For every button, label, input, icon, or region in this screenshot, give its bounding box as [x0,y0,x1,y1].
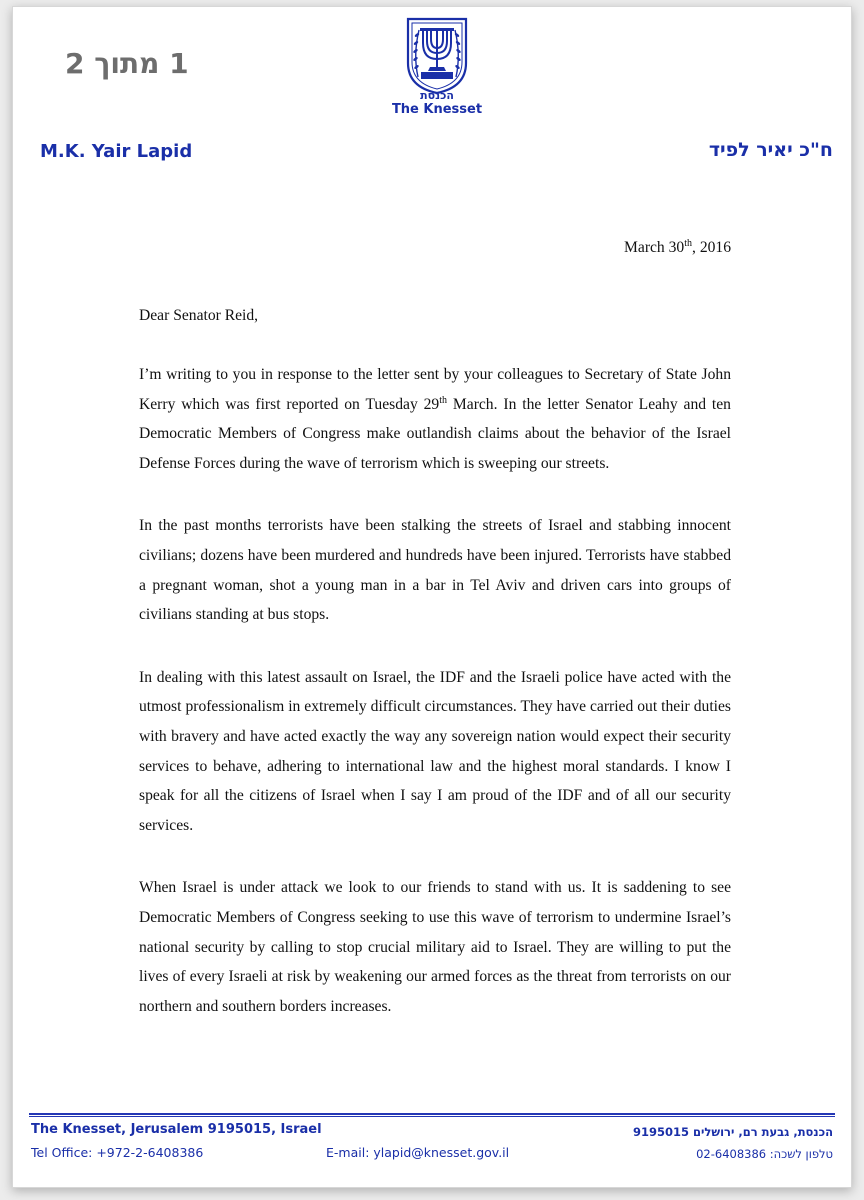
footer-address-hebrew: הכנסת, גבעת רם, ירושלים 9195015 [633,1125,833,1139]
footer-phone-english: Tel Office: +972-2-6408386 [31,1145,204,1160]
page-count: 1 מתוך 2 [65,47,189,80]
paragraph-2: In the past months terrorists have been stalking the streets of Israel and stabbing innocent civilians; dozens have been murdered and hundreds have been injured. Terrorists have stabbed a pregnant woman, shot a young man in a bar in Tel Aviv and driven cars into groups of civilians standing at bus stops. [139,517,731,624]
mk-name-english: M.K. Yair Lapid [40,141,193,162]
paragraph-1: I’m writing to you in response to the letter sent by your colleagues to Secretary of State John Kerry which was first reported on Tuesday 29th March. In the letter Senator Leahy and ten Democratic Members of Congress make outlandish claims about the behavior of the Israel Defense Forces during the wave of terrorism which is sweeping our streets. [139,366,731,472]
knesset-emblem-icon [402,15,472,95]
paragraph-4: When Israel is under attack we look to our friends to stand with us. It is saddening to see Democratic Members of Congress seeking to use this wave of terrorism to undermine Israel’s national security by calling to stop crucial military aid to Israel. They are willing to put the lives of every Israeli at risk by weakening our armed forces as the threat from terrorists on our northern and southern borders increases. [139,879,731,1015]
mk-name-hebrew: ח"כ יאיר לפיד [708,139,833,161]
emblem-hebrew-label: הכנסת [420,89,454,102]
footer-address-english: The Knesset, Jerusalem 9195015, Israel [31,1122,322,1137]
letter-page [12,6,852,1188]
footer-phone-hebrew: טלפון לשכה: 02-6408386 [696,1147,833,1161]
footer-divider-thin [29,1116,835,1117]
footer-email: E-mail: ylapid@knesset.gov.il [326,1145,510,1160]
emblem-english-label: The Knesset [391,102,483,117]
salutation: Dear Senator Reid, [139,307,259,324]
footer-divider [29,1113,835,1115]
letter-date: March 30th, 2016 [624,238,731,256]
letter-body [139,237,731,1021]
paragraph-3: In dealing with this latest assault on Israel, the IDF and the Israeli police have acted with the utmost professionalism in extremely difficult circumstances. They have carried out their duties with bravery and have acted exactly the way any sovereign nation would expect their security services to behave, adhering to international law and the highest moral standards. I know I speak for all the citizens of Israel when I say I am proud of the IDF and of all our security services. [139,668,731,834]
